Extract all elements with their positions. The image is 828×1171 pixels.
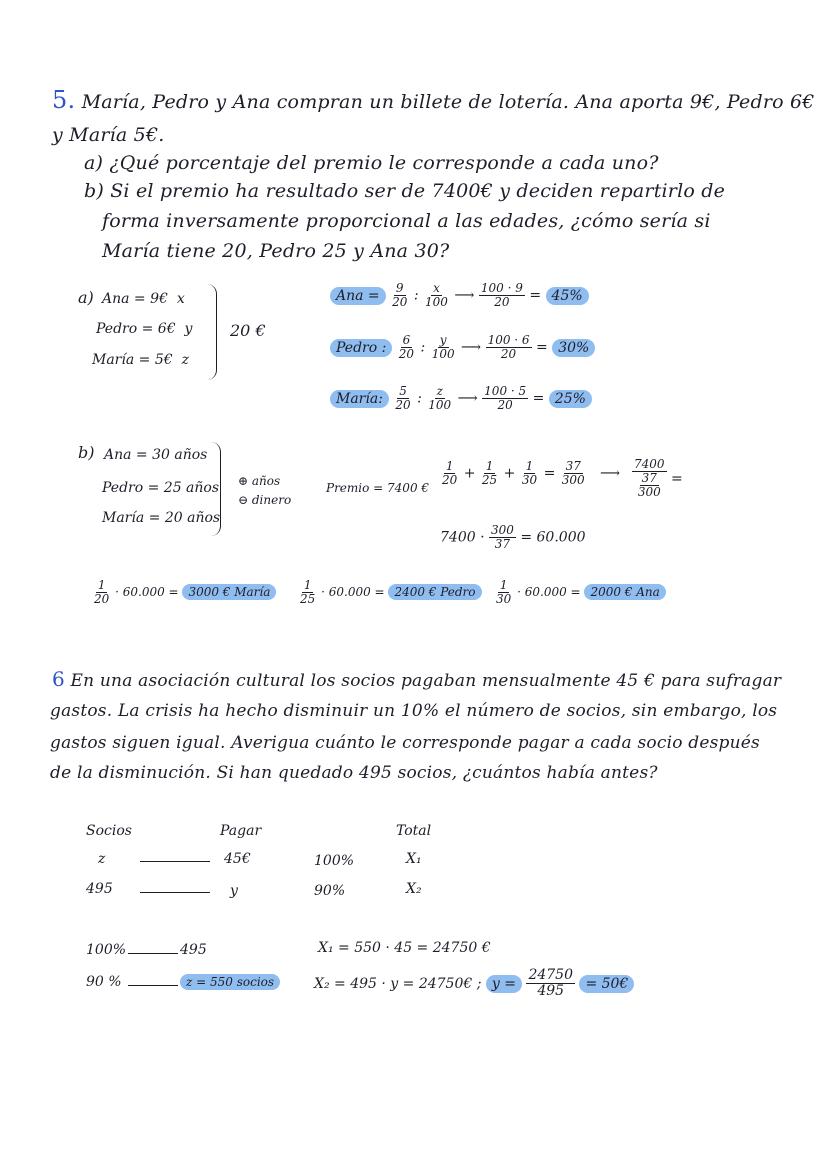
row2-pagar: y bbox=[230, 883, 238, 899]
b-row-maria: María = 20 años bbox=[102, 510, 221, 526]
prop-line-1 bbox=[128, 953, 178, 954]
division: $\frac{7400}{\frac{37}{300}}$ = bbox=[634, 457, 683, 500]
problem-5-line-1: 5. María, Pedro y Ana compran un billete de lotería. Ana aporta 9€, Pedro 6€ bbox=[52, 86, 815, 114]
total-a: 20 € bbox=[230, 321, 266, 340]
multiplication: 7400 · $\frac{300}{37}$ = 60.000 bbox=[440, 523, 586, 552]
x2-calc: X₂ = 495 · y = 24750€ ; y = $\frac{24750}{495}$ = 50€ bbox=[314, 968, 634, 1000]
row2-percent: 90% bbox=[314, 883, 346, 899]
eq-ana: Ana = $\frac{9}{20}$ : $\frac{x}{100}$ ⟶ $\frac{100 \cdot 9}{20}$ = 45% bbox=[330, 282, 589, 309]
result-maria: $\frac{1}{20}$ · 60.000 = 3000 € María bbox=[92, 579, 276, 606]
problem-6-number: 6 bbox=[52, 667, 65, 691]
question-b-3: María tiene 20, Pedro 25 y Ana 30? bbox=[102, 240, 450, 262]
question-b-2: forma inversamente proporcional a las edades, ¿cómo sería si bbox=[102, 210, 711, 232]
problem-6-line-4: de la disminución. Si han quedado 495 socios, ¿cuántos había antes? bbox=[50, 763, 658, 783]
row1-percent: 100% bbox=[314, 853, 355, 869]
row2-line bbox=[140, 892, 210, 893]
result-ana: $\frac{1}{30}$ · 60.000 = 2000 € Ana bbox=[494, 579, 666, 606]
prop-100: 100% bbox=[86, 942, 127, 958]
row1-line bbox=[140, 861, 210, 862]
part-b-label: b) bbox=[78, 443, 95, 462]
brace-b bbox=[210, 442, 221, 536]
eq-pedro: Pedro : $\frac{6}{20}$ : $\frac{y}{100}$ ⟶ $\frac{100 \cdot 6}{20}$ = 30% bbox=[330, 334, 595, 361]
problem-6-line-1: 6 En una asociación cultural los socios pagaban mensualmente 45 € para sufragar bbox=[52, 667, 782, 691]
row1-socios: z bbox=[98, 851, 106, 867]
a-row-ana: Ana = 9€ x bbox=[102, 291, 185, 307]
a-row-maria: María = 5€ z bbox=[92, 352, 189, 368]
result-pedro: $\frac{1}{25}$ · 60.000 = 2400 € Pedro bbox=[298, 579, 482, 606]
b-row-pedro: Pedro = 25 años bbox=[102, 480, 220, 496]
row1-total: X₁ bbox=[406, 851, 422, 867]
problem-5-line-2: y María 5€. bbox=[52, 124, 165, 146]
prop-result: z = 550 socios bbox=[180, 975, 280, 989]
brace-a bbox=[206, 284, 217, 380]
b-row-ana: Ana = 30 años bbox=[104, 447, 208, 463]
sum-inverses: $\frac{1}{20}$ + $\frac{1}{25}$ + $\frac{1}{30}$ = $\frac{37}{300}$ ⟶ bbox=[442, 459, 629, 488]
row2-socios: 495 bbox=[86, 881, 113, 897]
part-a-label: a) bbox=[78, 288, 94, 307]
x1-calc: X₁ = 550 · 45 = 24750 € bbox=[318, 940, 491, 956]
header-socios: Socios bbox=[86, 823, 132, 839]
prop-line-2 bbox=[128, 985, 178, 986]
problem-6-line-3: gastos siguen igual. Averigua cuánto le corresponde pagar a cada socio después bbox=[50, 733, 760, 753]
row1-pagar: 45€ bbox=[224, 851, 251, 867]
a-row-pedro: Pedro = 6€ y bbox=[96, 321, 193, 337]
header-pagar: Pagar bbox=[220, 823, 262, 839]
question-b-1: b) Si el premio ha resultado ser de 7400€ y deciden repartirlo de bbox=[84, 180, 726, 202]
prop-495: 495 bbox=[180, 942, 207, 958]
row2-total: X₂ bbox=[406, 881, 422, 897]
prop-90: 90 % bbox=[86, 974, 122, 990]
header-total: Total bbox=[396, 823, 432, 839]
question-a: a) ¿Qué porcentaje del premio le corresponde a cada uno? bbox=[84, 152, 659, 174]
eq-maria: María: $\frac{5}{20}$ : $\frac{z}{100}$ ⟶ $\frac{100 \cdot 5}{20}$ = 25% bbox=[330, 385, 592, 412]
premio: Premio = 7400 € bbox=[326, 481, 430, 495]
problem-5-number: 5. bbox=[52, 86, 76, 114]
minus-money: ⊖ dinero bbox=[238, 493, 292, 507]
plus-years: ⊕ años bbox=[238, 474, 281, 488]
problem-6-line-2: gastos. La crisis ha hecho disminuir un 10% el número de socios, sin embargo, los bbox=[50, 701, 778, 721]
